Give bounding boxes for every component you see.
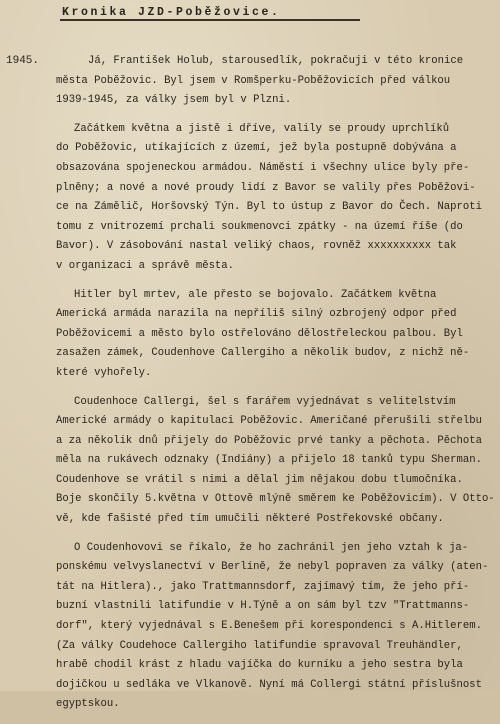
text-line: obsazována spojeneckou armádou. Náměstí i všechny ulice byly pře- bbox=[56, 161, 470, 174]
text-line: Hitler byl mrtev, ale přesto se bojovalo. Začátkem května bbox=[74, 288, 437, 301]
text-line: Boje skončily 5.května v Ottově mlýně směrem ke Poběžovicím). V Otto- bbox=[56, 493, 495, 506]
text-line: a za několik dnů přijely do Poběžovic prvé tanky a pěchota. Pěchota bbox=[56, 434, 482, 447]
text-line: ce na Zámělič, Horšovský Týn. Byl to ústup z Bavor do Čech. Naproti bbox=[56, 201, 482, 214]
year-marginal-note: 1945. bbox=[6, 55, 40, 67]
paragraph bbox=[0, 120, 500, 277]
text-line: měla na rukávech odznaky (Indiány) a přijelo 18 tanků typu Sherman. bbox=[56, 454, 482, 467]
text-line: které vyhořely. bbox=[56, 366, 152, 379]
text-line: dorf", který vyjednával s E.Benešem při korespondenci s A.Hitlerem. bbox=[56, 620, 482, 633]
text-line: Začátkem května a jistě i dříve, valily se proudy uprchlíků bbox=[74, 122, 450, 135]
paragraph bbox=[0, 539, 500, 715]
text-line: ponskému velvyslanectví v Berlíně, že nebyl popraven za války (aten- bbox=[56, 561, 489, 574]
paragraph bbox=[0, 52, 500, 111]
paragraph bbox=[0, 393, 500, 530]
text-line: Bavor). V zásobování nastal veliký chaos, rovněž xxxxxxxxxx tak bbox=[56, 240, 457, 253]
page-title: Kronika JZD-Poběžovice. bbox=[62, 6, 281, 19]
text-line: Coudenhove se vrátil s nimi a dělal jim nějakou dobu tlumočníka. bbox=[56, 473, 463, 486]
text-line: v organizaci a správě města. bbox=[56, 259, 235, 272]
text-line: tát na Hitlera)., jako Trattmannsdorf, zajímavý tím, že jeho pří- bbox=[56, 580, 470, 593]
text-line: do Poběžovic, utíkajících z území, jež byla postupně dobývána a bbox=[56, 142, 457, 155]
text-line: (Za války Coudehoce Callergiho latifundie spravoval Treuhändler, bbox=[56, 639, 463, 652]
text-line: vě, kde fašisté před tím umučili některé Postřekovské občany. bbox=[56, 513, 444, 526]
text-line: Coudenhoce Callergi, šel s farářem vyjednávat s velitelstvím bbox=[74, 395, 456, 408]
text-line: zasažen zámek, Coudenhove Callergiho a několik budov, z nichž ně- bbox=[56, 347, 470, 360]
text-line: Poběžovicemi a město bylo ostřelováno dělostřeleckou palbou. Byl bbox=[56, 327, 463, 340]
text-line: hrabě chodil krást z hladu vajíčka do kurníku a jeho sestra byla bbox=[56, 659, 463, 672]
text-line: egyptskou. bbox=[56, 698, 120, 711]
text-line: tomu z vnitrozemí prchali soukmenovci zpátky - na území říše (do bbox=[56, 220, 463, 233]
text-line: Já, František Holub, starousedlík, pokračuji v této kronice bbox=[88, 55, 464, 67]
text-line: 1939-1945, za války jsem byl v Plzni. bbox=[56, 94, 292, 107]
text-line: města Poběžovic. Byl jsem v Romšperku-Poběžovicích před válkou bbox=[56, 74, 451, 87]
title-underline bbox=[60, 19, 360, 21]
text-line: Americké armády o kapitulaci Poběžovic. Američané přerušili střelbu bbox=[56, 415, 482, 428]
document-body bbox=[0, 52, 500, 724]
text-line: dojičkou u sedláka ve Vlkanově. Nyní má Collergi státní příslušnost bbox=[56, 678, 482, 691]
text-line: buzní vlastnili latifundie v H.Týně a on sám byl tzv "Trattmanns- bbox=[56, 600, 470, 613]
text-line: O Coudenhovovi se říkalo, že ho zachránil jen jeho vztah k ja- bbox=[74, 541, 469, 554]
text-line: plněny; a nové a nové proudy lidí z Bavor se valily přes Poběžovi- bbox=[56, 181, 476, 194]
text-line: Americká armáda narazila na nepříliš silný ozbrojený odpor před bbox=[56, 308, 457, 321]
paragraph bbox=[0, 286, 500, 384]
